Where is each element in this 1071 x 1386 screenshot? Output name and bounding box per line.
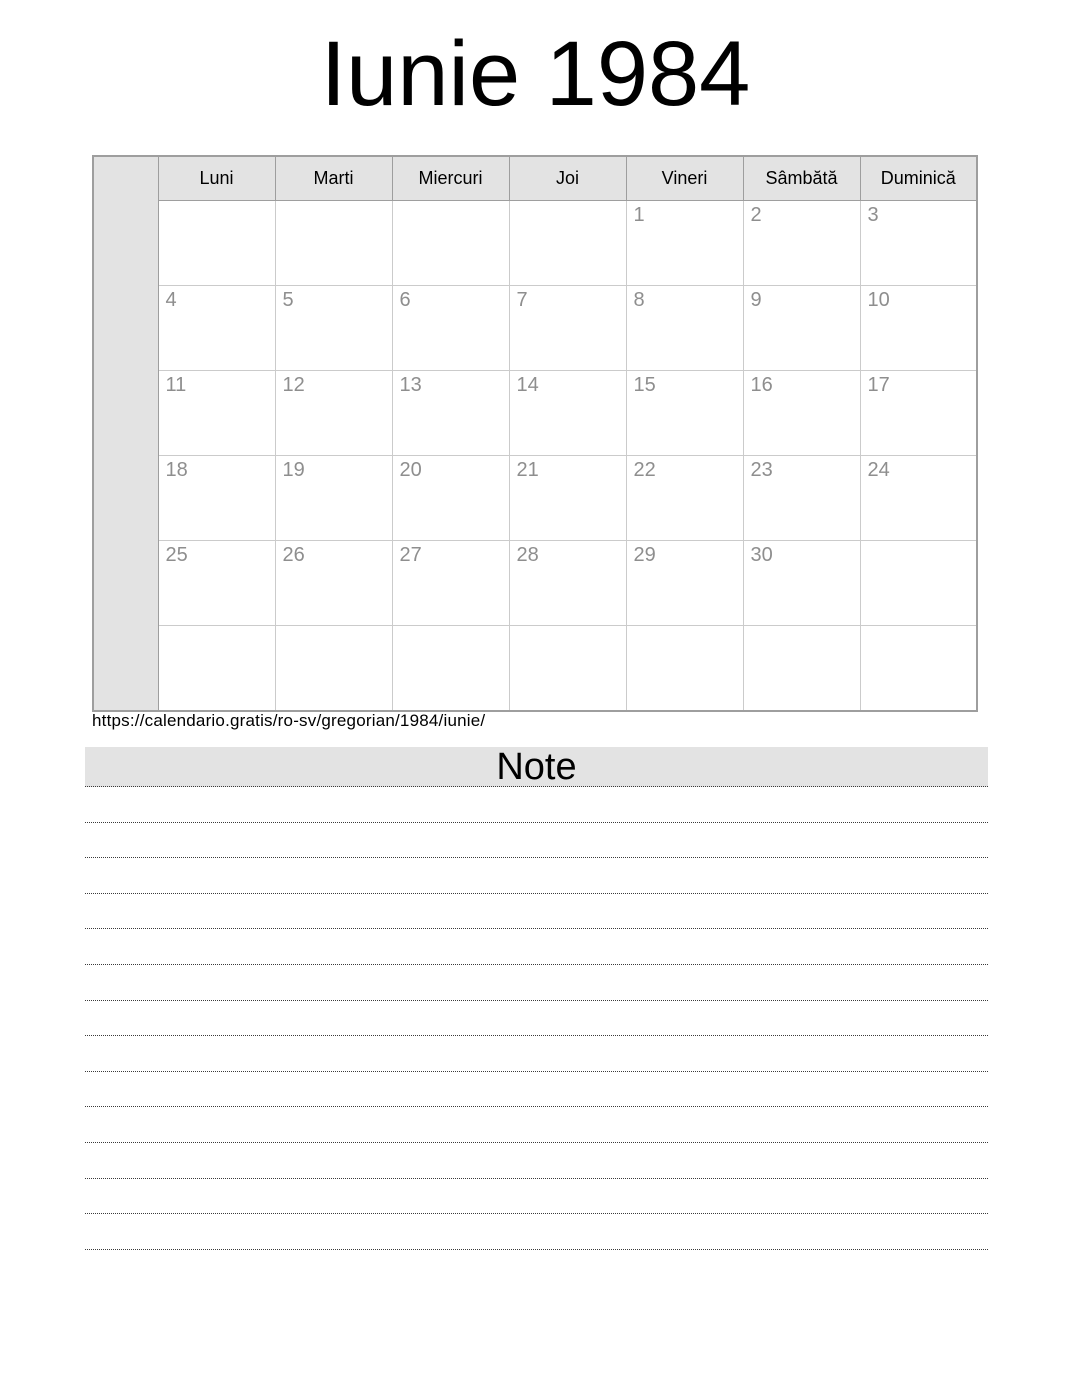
- calendar-week-row-4: [93, 456, 977, 541]
- day-cell: [626, 626, 743, 711]
- calendar-week-row-1: [93, 201, 977, 286]
- day-cell: 15: [626, 371, 743, 456]
- day-cell: 20: [392, 456, 509, 541]
- day-cell: 22: [626, 456, 743, 541]
- day-cell: 10: [860, 286, 977, 371]
- day-header-joi: Joi: [509, 156, 626, 201]
- calendar-header-row: [93, 156, 977, 201]
- day-cell: 8: [626, 286, 743, 371]
- note-line: [85, 929, 988, 965]
- note-line: [85, 1072, 988, 1108]
- day-cell: 1: [626, 201, 743, 286]
- day-cell: [509, 626, 626, 711]
- day-cell: [275, 201, 392, 286]
- day-cell: 18: [158, 456, 275, 541]
- day-cell: 6: [392, 286, 509, 371]
- calendar-week-row-3: [93, 371, 977, 456]
- day-cell: [743, 626, 860, 711]
- day-cell: 17: [860, 371, 977, 456]
- day-cell: [860, 541, 977, 626]
- day-cell: 14: [509, 371, 626, 456]
- note-line: [85, 1036, 988, 1072]
- note-line: [85, 787, 988, 823]
- day-cell: [392, 201, 509, 286]
- calendar-week-row-5: [93, 541, 977, 626]
- note-line: [85, 1214, 988, 1250]
- day-cell: 30: [743, 541, 860, 626]
- day-cell: 2: [743, 201, 860, 286]
- calendar-week-row-6: [93, 626, 977, 711]
- source-url-text: https://calendario.gratis/ro-sv/gregorian/1984/iunie/: [92, 711, 486, 730]
- note-lines: [85, 787, 988, 1250]
- day-cell: 27: [392, 541, 509, 626]
- day-cell: 4: [158, 286, 275, 371]
- note-line: [85, 823, 988, 859]
- note-line: [85, 1001, 988, 1037]
- day-cell: [158, 626, 275, 711]
- note-line: [85, 858, 988, 894]
- day-header-duminica: Duminică: [860, 156, 977, 201]
- note-line: [85, 1107, 988, 1143]
- day-header-sambata: Sâmbătă: [743, 156, 860, 201]
- day-cell: [392, 626, 509, 711]
- day-cell: [509, 201, 626, 286]
- day-header-miercuri: Miercuri: [392, 156, 509, 201]
- day-cell: [158, 201, 275, 286]
- day-cell: 19: [275, 456, 392, 541]
- note-line: [85, 1143, 988, 1179]
- day-cell: 16: [743, 371, 860, 456]
- day-cell: 29: [626, 541, 743, 626]
- day-cell: 25: [158, 541, 275, 626]
- notes-section: [85, 747, 988, 1250]
- calendar-table: [92, 155, 978, 712]
- day-cell: 24: [860, 456, 977, 541]
- day-header-marti: Marti: [275, 156, 392, 201]
- page-title: Iunie 1984: [320, 23, 751, 125]
- day-cell: 26: [275, 541, 392, 626]
- note-line: [85, 894, 988, 930]
- day-cell: 9: [743, 286, 860, 371]
- day-header-vineri: Vineri: [626, 156, 743, 201]
- day-cell: [860, 626, 977, 711]
- note-line: [85, 1179, 988, 1215]
- day-cell: 23: [743, 456, 860, 541]
- notes-title: Note: [85, 747, 988, 787]
- day-cell: 12: [275, 371, 392, 456]
- day-cell: 3: [860, 201, 977, 286]
- day-header-luni: Luni: [158, 156, 275, 201]
- calendar-week-row-2: [93, 286, 977, 371]
- day-cell: 5: [275, 286, 392, 371]
- day-cell: [275, 626, 392, 711]
- day-cell: 11: [158, 371, 275, 456]
- note-line: [85, 965, 988, 1001]
- calendar-gutter: [93, 156, 158, 711]
- day-cell: 7: [509, 286, 626, 371]
- day-cell: 13: [392, 371, 509, 456]
- day-cell: 28: [509, 541, 626, 626]
- day-cell: 21: [509, 456, 626, 541]
